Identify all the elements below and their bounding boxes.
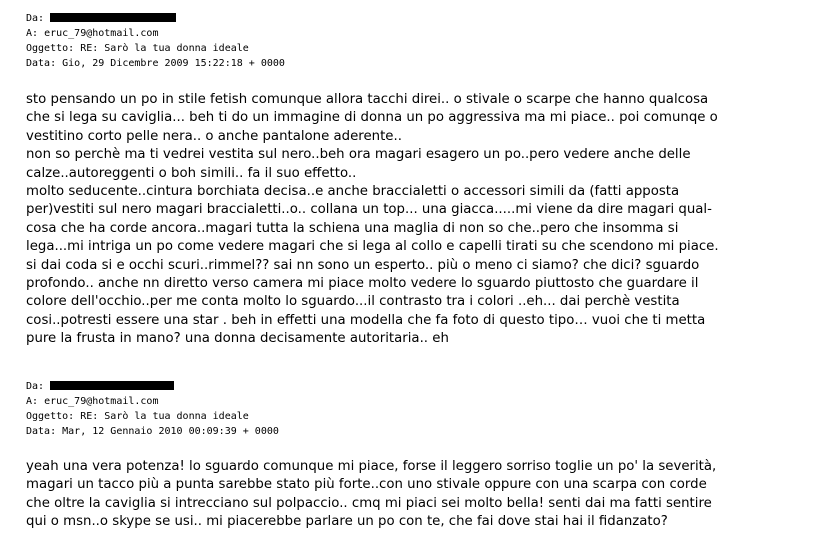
header-subject-label: Oggetto: — [26, 411, 75, 422]
email-headers — [26, 11, 816, 71]
header-from-label: Da: — [26, 13, 45, 24]
header-from — [26, 11, 816, 26]
header-subject — [26, 409, 816, 424]
header-from — [26, 379, 816, 394]
header-subject — [26, 41, 816, 56]
header-to — [26, 394, 816, 409]
header-to-label: A: — [26, 396, 39, 407]
header-date-value: Mar, 12 Gennaio 2010 00:09:39 + 0000 — [62, 426, 279, 437]
header-date-label: Data: — [26, 58, 57, 69]
email-message-1 — [26, 11, 816, 349]
header-to-value: eruc_79@hotmail.com — [44, 396, 159, 407]
header-date-value: Gio, 29 Dicembre 2009 15:22:18 + 0000 — [62, 58, 285, 69]
header-date — [26, 56, 816, 71]
header-subject-value: RE: Sarò la tua donna ideale — [80, 411, 249, 422]
header-from-label: Da: — [26, 381, 45, 392]
header-date-label: Data: — [26, 426, 57, 437]
email-message-2 — [26, 379, 816, 532]
header-to-label: A: — [26, 28, 39, 39]
header-to-value: eruc_79@hotmail.com — [44, 28, 159, 39]
redacted-sender-address — [50, 13, 176, 22]
redacted-sender-address — [50, 381, 174, 390]
header-subject-label: Oggetto: — [26, 43, 75, 54]
header-to — [26, 26, 816, 41]
email-body: sto pensando un po in stile fetish comunque allora tacchi direi.. o stivale o scarpe che hanno qualcosa che si lega su caviglia... beh ti do un immagine di donna un po aggressiva ma mi piace.. poi comunqe o vestitino corto pelle nera.. o anche pantalone aderente.. non so perchè ma ti vedrei vestita sul nero..beh ora magari esagero un po..pero vedere anche delle calze..autoreggenti o boh simili.. fa il suo effetto.. molto seducente..cintura borchiata decisa..e anche braccialetti o accessori simili da (fatti apposta per)vestiti sul nero magari braccialetti..o.. collana un top... una giacca.....mi viene da dire magari qual- cosa che ha corde ancora..magari tutta la schiena una maglia di non so che..pero che insomma si lega...mi intriga un po come vedere magari che si lega al collo e capelli tirati su che scendono mi piace. si dai coda si e occhi scuri..rimmel?? sai nn sono un esperto.. più o meno ci siamo? che dici? sguardo profondo.. anche nn diretto verso camera mi piace molto vedere lo sguardo piuttosto che guardare il colore dell'occhio..per me conta molto lo sguardo...il contrasto tra i colori ..eh... dai perchè vestita cosi..potresti essere una star . beh in effetti una modella che fa foto di questo tipo… vuoi che ti metta pure la frusta in mano? una donna decisamente autoritaria.. eh — [26, 92, 719, 347]
header-date — [26, 424, 816, 439]
email-body: yeah una vera potenza! lo sguardo comunque mi piace, forse il leggero sorriso toglie un po' la severità, magari un tacco più a punta sarebbe stato più forte..con uno stivale oppure con una scarpa con corde che oltre la caviglia si intrecciano sul polpaccio.. cmq mi piaci sei molto bella! senti dai ma fatti sentire qui o msn..o skype se usi.. mi piacerebbe parlare un po con te, che fai dove stai hai il fidanzato? — [26, 459, 717, 530]
header-subject-value: RE: Sarò la tua donna ideale — [80, 43, 249, 54]
email-headers — [26, 379, 816, 439]
